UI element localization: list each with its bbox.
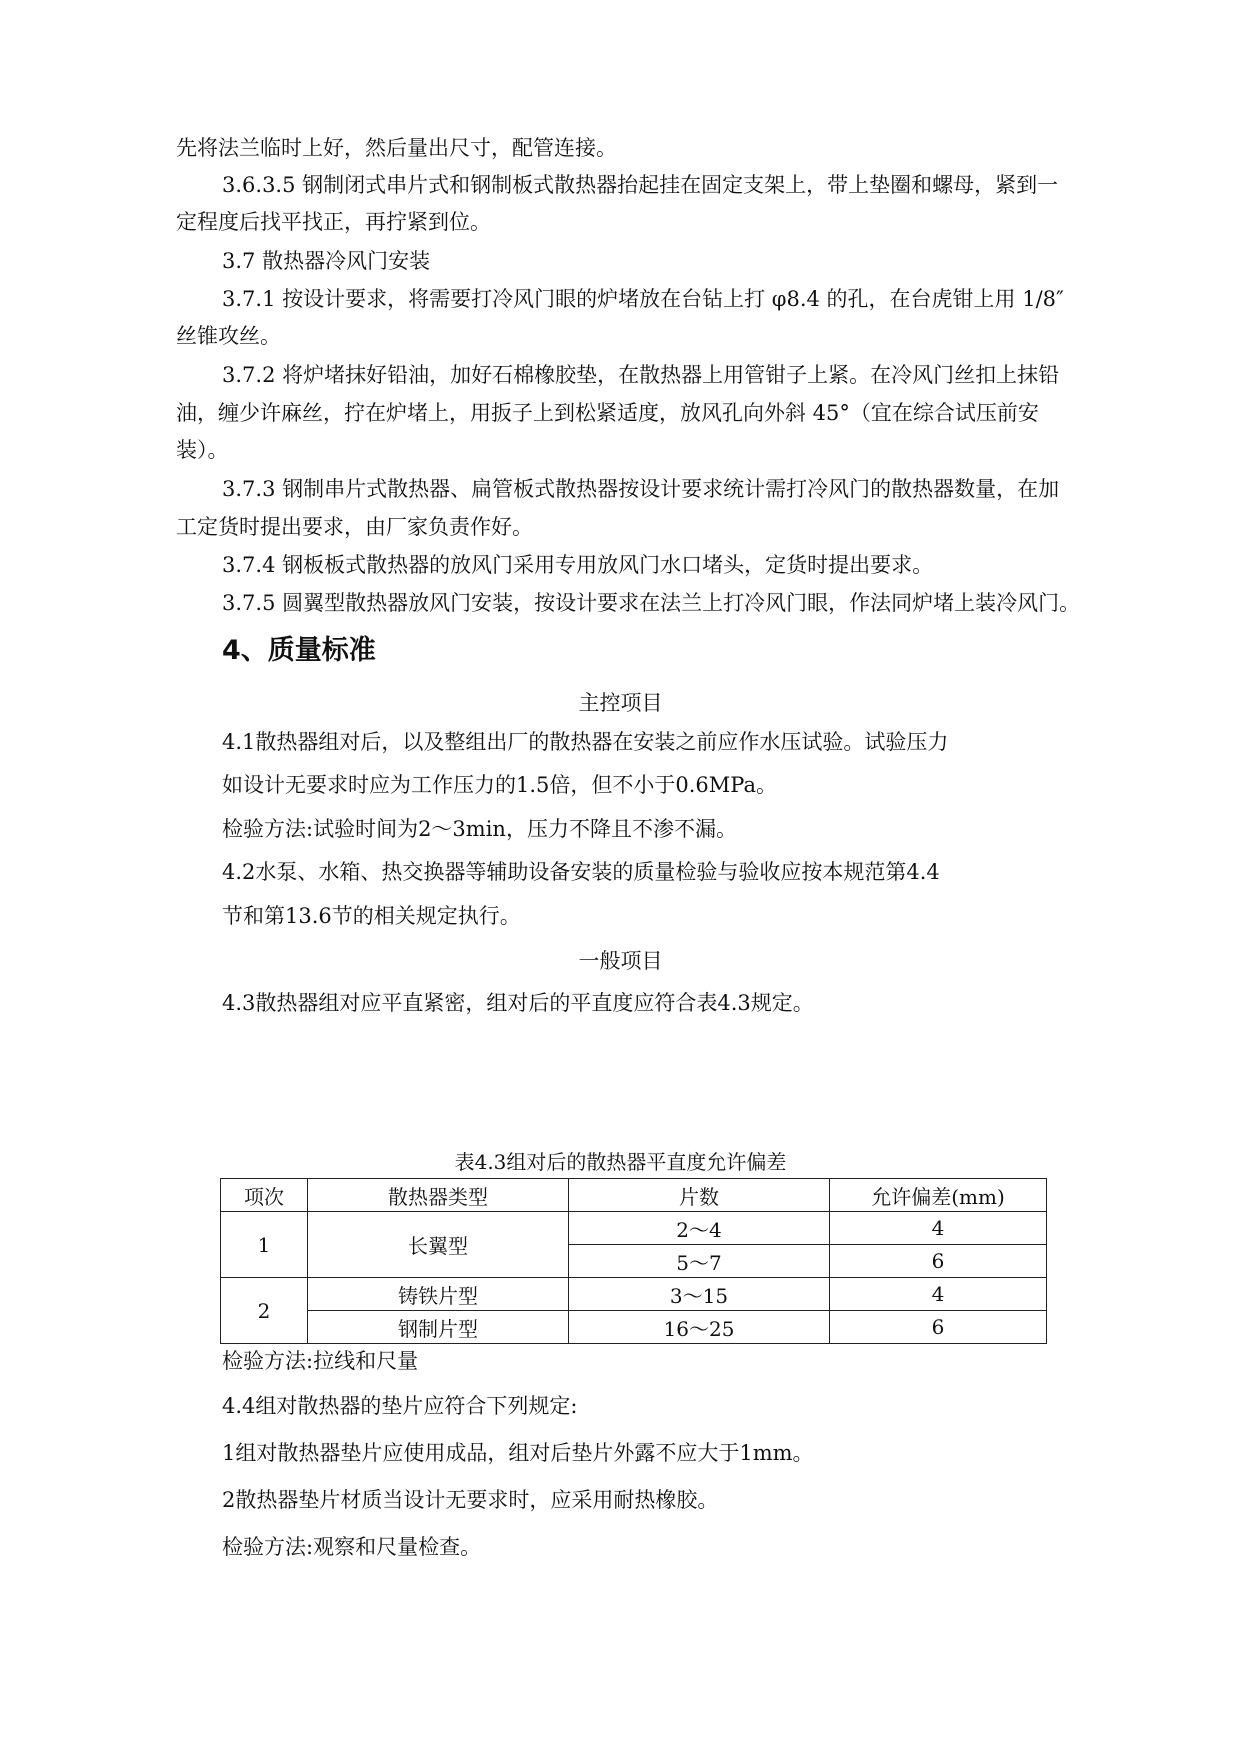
header-cell: 散热器类型 — [308, 1179, 569, 1212]
table-cell: 5～7 — [569, 1245, 830, 1278]
text-line: 3.7.1 按设计要求，将需要打冷风门眼的炉堵放在台钻上打 φ8.4 的孔，在台虎钳上用 1/8″ — [222, 287, 1064, 311]
text-line: 3.6.3.5 钢制闭式串片式和钢制板式散热器抬起挂在固定支架上，带上垫圈和螺母，紧到一 — [222, 173, 1059, 197]
subheading-general-items: 一般项目 — [578, 949, 663, 973]
header-cell: 片数 — [569, 1179, 830, 1212]
text-line: 4.3散热器组对应平直紧密，组对后的平直度应符合表4.3规定。 — [222, 991, 814, 1015]
table-cell: 6 — [830, 1311, 1047, 1344]
text-line: 丝锥攻丝。 — [176, 324, 281, 348]
text-line: 装）。 — [176, 438, 229, 462]
text-line: 油，缠少许麻丝，拧在炉堵上，用扳子上到松紧适度，放风孔向外斜 45°（宜在综合试压前安 — [176, 401, 1039, 425]
text-line: 如设计无要求时应为工作压力的1.5倍，但不小于0.6MPa。 — [222, 773, 778, 797]
table-caption: 表4.3组对后的散热器平直度允许偏差 — [454, 1150, 787, 1174]
text-line: 2散热器垫片材质当设计无要求时，应采用耐热橡胶。 — [222, 1488, 719, 1512]
table-cell: 钢制片型 — [308, 1311, 569, 1344]
text-line: 检验方法:试验时间为2～3min，压力不降且不渗不漏。 — [222, 817, 737, 841]
text-line: 3.7.3 钢制串片式散热器、扁管板式散热器按设计要求统计需打冷风门的散热器数量，在加 — [222, 477, 1060, 501]
table-cell: 铸铁片型 — [308, 1278, 569, 1311]
section-heading: 4、质量标准 — [222, 635, 376, 666]
text-line: 定程度后找平找正，再拧紧到位。 — [176, 210, 491, 234]
table-row — [221, 1278, 1047, 1311]
text-line: 3.7 散热器冷风门安装 — [222, 249, 431, 273]
table-row — [221, 1311, 1047, 1344]
header-cell: 允许偏差(mm) — [830, 1179, 1047, 1212]
text-line: 3.7.4 钢板板式散热器的放风门采用专用放风门水口堵头，定货时提出要求。 — [222, 553, 934, 577]
text-line: 先将法兰临时上好，然后量出尺寸，配管连接。 — [176, 136, 617, 160]
table-cell: 16～25 — [569, 1311, 830, 1344]
text-line: 1组对散热器垫片应使用成品，组对后垫片外露不应大于1mm。 — [222, 1441, 814, 1465]
subheading-main-items: 主控项目 — [578, 691, 663, 715]
text-line: 节和第13.6节的相关规定执行。 — [222, 904, 521, 928]
table-cell: 3～15 — [569, 1278, 830, 1311]
text-line: 3.7.5 圆翼型散热器放风门安装，按设计要求在法兰上打冷风门眼，作法同炉堵上装冷风门。 — [222, 591, 1081, 615]
text-line: 4.2水泵、水箱、热交换器等辅助设备安装的质量检验与验收应按本规范第4.4 — [222, 860, 940, 884]
text-line: 工定货时提出要求，由厂家负责作好。 — [176, 515, 533, 539]
text-line: 检验方法:拉线和尺量 — [222, 1349, 419, 1373]
table-cell: 4 — [830, 1212, 1047, 1245]
text-line: 4.4组对散热器的垫片应符合下列规定: — [222, 1394, 578, 1418]
table-cell: 1 — [221, 1212, 308, 1278]
header-cell: 项次 — [221, 1179, 308, 1212]
table-cell: 6 — [830, 1245, 1047, 1278]
table-cell: 2 — [221, 1278, 308, 1344]
table-cell: 长翼型 — [308, 1212, 569, 1278]
table-cell: 4 — [830, 1278, 1047, 1311]
text-line: 3.7.2 将炉堵抹好铅油，加好石棉橡胶垫，在散热器上用管钳子上紧。在冷风门丝扣上抹铅 — [222, 363, 1060, 387]
text-line: 检验方法:观察和尺量检查。 — [222, 1535, 482, 1559]
table-cell: 2～4 — [569, 1212, 830, 1245]
tolerance-table — [220, 1178, 1047, 1344]
table-row — [221, 1212, 1047, 1245]
text-line: 4.1散热器组对后，以及整组出厂的散热器在安装之前应作水压试验。试验压力 — [222, 730, 949, 754]
table-header-row — [221, 1179, 1047, 1212]
